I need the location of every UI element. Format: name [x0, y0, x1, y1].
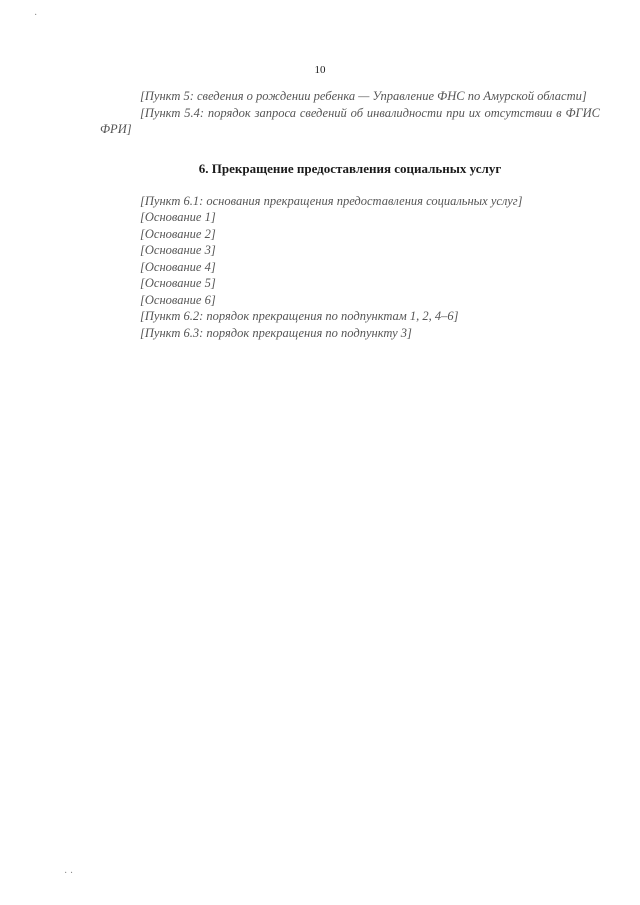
paragraph-5-4: [Пункт 5.4: порядок запроса сведений об инвалидности при их отсутствии в ФГИС ФРИ] — [100, 105, 600, 136]
section-6-heading: 6. Прекращение предоставления социальных услуг — [198, 160, 502, 176]
page-number: 10 — [314, 64, 326, 76]
ground-item-6: [Основание 6] — [140, 292, 216, 307]
paragraph-6-3: [Пункт 6.3: порядок прекращения по подпункту 3] — [140, 325, 412, 340]
ground-item-4: [Основание 4] — [140, 259, 216, 274]
page-content — [100, 88, 600, 341]
scan-artifact: · — [34, 10, 38, 21]
scan-artifact: · · — [64, 868, 74, 879]
paragraph-item-5: [Пункт 5: сведения о рождении ребенка — Управление ФНС по Амурской области] — [140, 89, 587, 103]
ground-item-1: [Основание 1] — [140, 210, 216, 225]
ground-item-3: [Основание 3] — [140, 243, 216, 258]
ground-item-2: [Основание 2] — [140, 226, 216, 241]
paragraph-6-1: [Пункт 6.1: основания прекращения предоставления социальных услуг] — [140, 193, 523, 208]
ground-item-5: [Основание 5] — [140, 276, 216, 291]
paragraph-6-2: [Пункт 6.2: порядок прекращения по подпунктам 1, 2, 4–6] — [140, 309, 459, 324]
